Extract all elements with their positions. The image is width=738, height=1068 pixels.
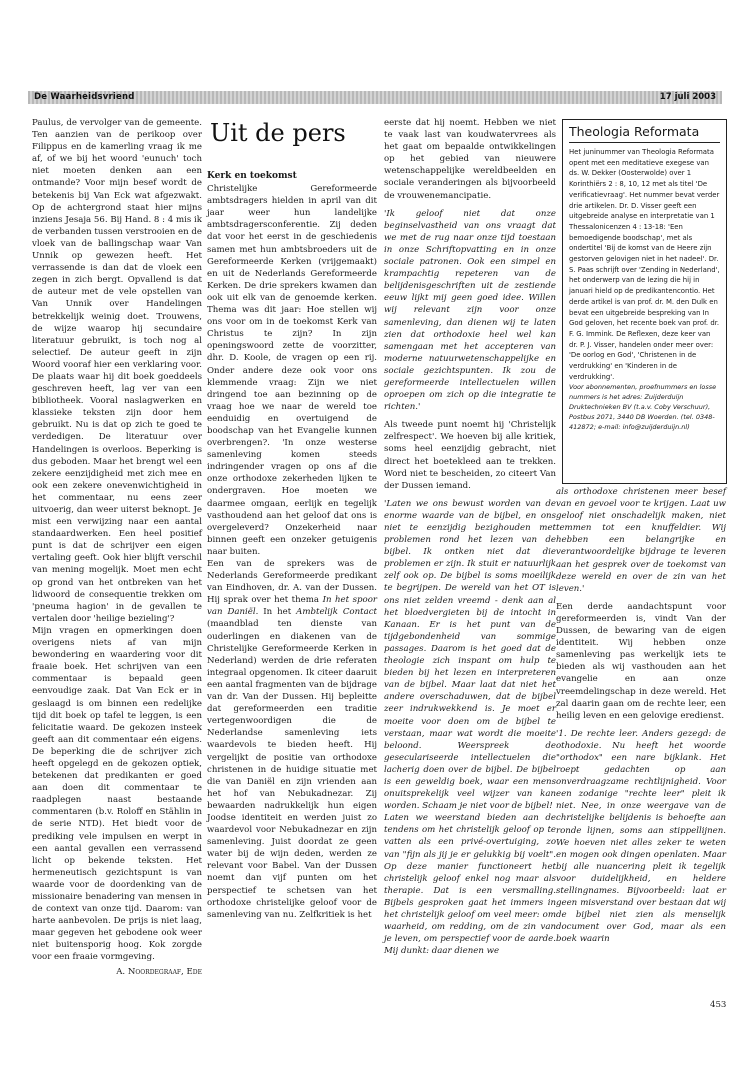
text-run: Een van de sprekers was de Nederlands Gereformeerde predikant van Eindhoven, dr. A. van der Dussen. Hij sprak over het thema: [207, 559, 377, 606]
quote-block: als orthodoxe christenen meer besef van en gevoel voor te krijgen. Laat uw geloof niet onschadelijk maken, niet temmen tot een knuffeldier. Wij hebben een belangrijke en verantwoordelijke bijdrage te leveren aan het gesprek over de toekomst van deze wereld en over de zin van het leven.': [556, 487, 726, 594]
quote-block: 'Ik geloof niet dat onze beginselvastheid van ons vraagt dat we met de rug naar onze tijd toestaan in onze Schriftopvatting en in onze sociale patronen. Ook een simpel en krampachtig repeteren van de belijdenisgeschriften uit de zestiende eeuw lijkt mij geen goed idee. Willen wij relevant zijn voor onze samenleving, dan dienen wij te laten zien dat orthodoxie heel wel kan samengaan met het accepteren van moderne natuurwetenschappelijke en sociale gezichtspunten. Ik zou de gereformeerde intellectuelen willen oproepen om zich op die integratie te richten.': [384, 208, 556, 413]
italic-title: In het spoor van Daniël: [207, 595, 377, 618]
sidebar-text: Het juninummer van Theologia Reformata opent met een meditatieve exegese van ds. W. Dekker (Oosterwolde) over 1 Korinthiërs 2 : 8, 10, 12 met als titel 'De verificatievraag'. Het nummer bevat verder drie artikelen. Dr. D. Visser geeft een uitgebreide analyse en interpretatie van 1 Thessalonicenzen 4 : 13-18: 'Een bemoedigende boodschap', met als ondertitel 'Bij de komst van de Heere zijn gestorven gelovigen niet in het nadeel'. Dr. S. Paas schrijft over 'Zending in Nederland', het onderwerp van de lezing die hij in januari hield op de predikantencontio. Het derde artikel is van prof. dr. M. den Dulk en bevat een uitgebreide bespreking van In God geloven, het recente boek van prof. dr. F. G. Immink. De Reflexen, deze keer van dr. P. J. Visser, handelen onder meer over: 'De oorlog en God', 'Christenen in de verdrukking' en 'Kinderen in de verdrukking'.: [569, 148, 720, 381]
text-run: . In het: [255, 607, 297, 618]
quote-block: '1. De rechte leer. Anders gezegd: de othodoxie. Nu heeft het woorde "orthodox" een nare bijklank. Het roept gedachten op aan onverdraagzame rechtlijnigheid. Voor een zodanige "rechte leer" pleit ik niet. Nee, in onze weergave van de christelijke belijdenis is behoefte aan ronde lijnen, soms aan stippellijnen. We hoeven niet alles zeker te weten en mogen ook dingen openlaten. Maar bij alle nuancering pleit ik tegelijk voor duidelijkheid, en heldere stellingnames. Bijvoorbeeld: laat er geen misverstand over bestaan dat wij de bijbel niet zien als menselijk document over God, maar als een boek waarin: [556, 728, 726, 945]
author-signature: A. Noordegraaf, Ede: [116, 966, 202, 977]
col4-paragraph: Een derde aandachtspunt voor gereformeerden is, vindt Van der Dussen, de bewaring van de eigen identiteit. Wij hebben onze samenleving pas werkelijk iets te bieden als wij vasthouden aan het evangelie en aan onze vreemdelingschap in deze wereld. Het zal daarin gaan om de rechte leer, een heilig leven en een gelovige eredienst.: [556, 601, 726, 721]
col3-paragraph: Als tweede punt noemt hij 'Christelijk zelfrespect'. We hoeven bij alle kritiek, soms heel eenzijdig gebracht, niet direct het boetekleed aan te trekken. Word niet te bescheiden, zo citeert Van der Dussen iemand.: [384, 420, 556, 491]
masthead: De Waarheidsvriend: [34, 92, 135, 102]
column-1: [32, 117, 202, 978]
column-4: [556, 486, 726, 945]
sidebar-title: Theologia Reformata: [569, 124, 720, 143]
col2-paragraph-2: [207, 558, 377, 921]
quote-block: 'Laten we ons bewust worden van de enorme waarde van de bijbel, en ons niet te eenzijdig bezighouden met problemen rond het lezen van de bijbel. Ik ontken niet dat die problemen er zijn. Ik stuit er natuurlijk zelf ook op. De bijbel is soms moeilijk te begrijpen. De wereld van het OT is ons niet zelden vreemd - denk aan al het bloedvergieten bij de intocht in Kanaan. Er is het punt van de tijdgebondenheid van sommige passages. Daarom is het goed dat de theologie zich inspant om hulp te bieden bij het lezen en interpreteren van de bijbel. Maar laat dat niet het andere overschaduwen, dat de bijbel zeer indrukwekkend is. Je moet er moeite voor doen om de bijbel te verstaan, maar wat wordt die moeite beloond. Weerspreek de geseculariseerde intellectuelen die lacherig doen over de bijbel. De bijbel is een geweldig boek, waar een mens onuitsprekelijk veel wijzer van kan worden. Schaam je niet voor de bijbel!: [384, 498, 556, 812]
col1-paragraph: Mijn vragen en opmerkingen doen overigens niets af van mijn bewondering en waardering voor dit fraaie boek. Het schrijven van een commentaar is bepaald geen eenvoudige zaak. Dat Van Eck er in geslaagd is om binnen een redelijke tijd dit boek op tafel te leggen, is een felicitatie waard. De gekozen insteek geeft aan dit commentaar eén eigens. De beperking die de schrijver zich heeft opgelegd en de gekozen optiek, betekenen dat predikanten er goed aan doen dit commentaar te raadplegen naast bestaande commentaren (b.v. Roloff en Stählin in de serie NTD). Het biedt voor de prediking vele impulsen en werpt in een aantal gevallen een verrassend licht op bekende teksten. Het hermeneutisch gezichtspunt is van waarde voor de doordenking van de missionaire benadering van mensen in de context van onze tijd. Daarom: van harte aanbevolen. De prijs is niet laag, maar gegeven het gebodene ook weer niet buitensporig hoog. Kok zorgde voor een fraaie vormgeving.: [32, 625, 202, 963]
column-3: [384, 117, 556, 957]
text-run: (maandblad ten dienste van ouderlingen en diakenen van de Christelijke Gereformeerde Kerken in Nederland) werden de drie referaten integraal opgenomen. Ik citeer daaruit een aantal fragmenten van de bijdrage van dr. Van der Dussen. Hij bepleitte dat gereformeerden een traditie vertegenwoordigen die de Nederlandse samenleving iets waardevols te bieden heeft. Hij vergelijkt de positie van orthodoxe christenen in de huidige situatie met die van Daniël en zijn vrienden aan het hof van Nebukadnezar. Zij bewaarden nadrukkelijk hun eigen Joodse identiteit en werden juist zo waardevol voor Nebukadnezar en zijn samenleving. Juist doordat ze geen water bij de wijn deden, werden ze relevant voor Babel. Van der Dussen noemt dan vijf punten om het perspectief te schetsen van het orthodoxe christelijke geloof voor de samenleving van nu. Zelfkritiek is het: [207, 619, 377, 920]
quote-block: Laten we weerstand bieden aan de tendens om het christelijk geloof op te vatten als een privé-overtuiging, zo van "fijn als jij je er gelukkig bij voelt". Op deze manier functioneert het christelijk geloof enkel nog maar als therapie. Dat is een versmalling. Bijbels gesproken gaat het immers in het christelijk geloof om veel meer: om waarheid, om redding, om de zin van je leven, om perspectief voor de aarde. Mij dunkt: daar dienen we: [384, 813, 556, 957]
col1-paragraph: Paulus, de vervolger van de gemeente. Ten aanzien van de perikoop over Filippus en de kamerling vraag ik me af, of we bij het woord 'eunuch' toch niet moeten denken aan een ontmande? Voor mijn besef wordt de betekenis bij Van Eck wat afgezwakt. Op de achtergrond staat hier mijns inziens Jesaja 56. Bij Hand. 8 : 4 mis ik de verbanden tussen verstrooien en de vloek van de ballingschap waar Van Unnik op gewezen heeft. Het verrassende is dan dat de vloek een zegen in zich bergt. Opvallend is dat de auteur met de vele opstellen van Van Unnik over Handelingen betrekkelijk weinig doet. Trouwens, de wijze waarop hij secundaire literatuur gebruikt, is toch nog al selectief. De auteur geeft in zijn Woord vooraf hier een verklaring voor. De plaats waar hij dit boek goeddeels geschreven heeft, lag ver van een bibliotheek. Vooral naslagwerken en klassieke teksten zijn door hem gebruikt. Nu is dat op zich te goed te verdedigen. De literatuur over Handelingen is overloos. Beperking is dus geboden. Maar het brengt wel een zekere eenzijdigheid met zich mee en ook een zekere onevenwichtigheid in het commentaar, nu eens zeer uitvoerig, dan weer uiterst beknopt. Je mist een verwijzing naar een aantal standaardwerken. Een heel positief punt is dat de schrijver een eigen vertaling geeft. Ook hier blijft verschil van mening mogelijk. Moet men echt op grond van het ontbreken van het lidwoord de consequentie trekken om 'pneuma hagion' in de gevallen te vertalen door 'heilige bezieling'?: [32, 118, 202, 624]
page-title: Uit de pers: [210, 119, 346, 147]
col3-paragraph: eerste dat hij noemt. Hebben we niet te vaak last van koudwatervrees als het gaat om bepaalde ontwikkelingen op het gebied van nieuwere wetenschappelijke wereldbeelden en sociale veranderingen als bijvoorbeeld de vrouwenemancipatie.: [384, 118, 556, 201]
italic-title: Ambtelijk Contact: [296, 607, 377, 618]
column-2: [207, 170, 377, 921]
sidebar-box: [562, 119, 727, 484]
page-number: 453: [710, 1000, 727, 1010]
issue-date: 17 juli 2003: [659, 92, 716, 102]
section-heading: Kerk en toekomst: [207, 171, 297, 181]
col2-paragraph: Christelijke Gereformeerde ambtsdragers hielden in april van dit jaar weer hun landelijke ambtsdragersconferentie. Zij deden dat voor het eerst in de geschiedenis samen met hun ambtsbroeders uit de Gereformeerde Kerken (vrijgemaakt) en uit de Nederlands Gereformeerde Kerken. De drie sprekers kwamen dan ook uit elk van de genoemde kerken. Thema was dit jaar: Hoe stellen wij ons voor om in de toekomst Kerk van Christus te zijn? In zijn openingswoord zette de voorzitter, dhr. D. Koole, de vragen op een rij. Onder andere deze ook voor ons klemmende vraag: Zijn we niet dringend toe aan bezinning op de vraag hoe we naar de wereld toe eenduidig en overtuigend de boodschap van het Evangelie kunnen overbrengen?. 'In onze westerse samenleving komen steeds indringender vragen op ons af die onze orthodoxe zekerheden lijken te ondergraven. Hoe moeten we daarmee omgaan, eerlijk en tegelijk vasthoudend aan het geloof dat ons is overgeleverd? Onzekerheid naar binnen geeft een onzeker getuigenis naar buiten.: [207, 184, 377, 557]
subscription-info: Voor abonnementen, proefnummers en losse nummers is het adres: Zuijderduijn Druktechnieken BV (t.a.v. Coby Verschuur), Postbus 2071, 3440 DB Woerden. (tel. 0348-412872; e-mail: info@zuijderduijn.nl): [569, 383, 717, 432]
